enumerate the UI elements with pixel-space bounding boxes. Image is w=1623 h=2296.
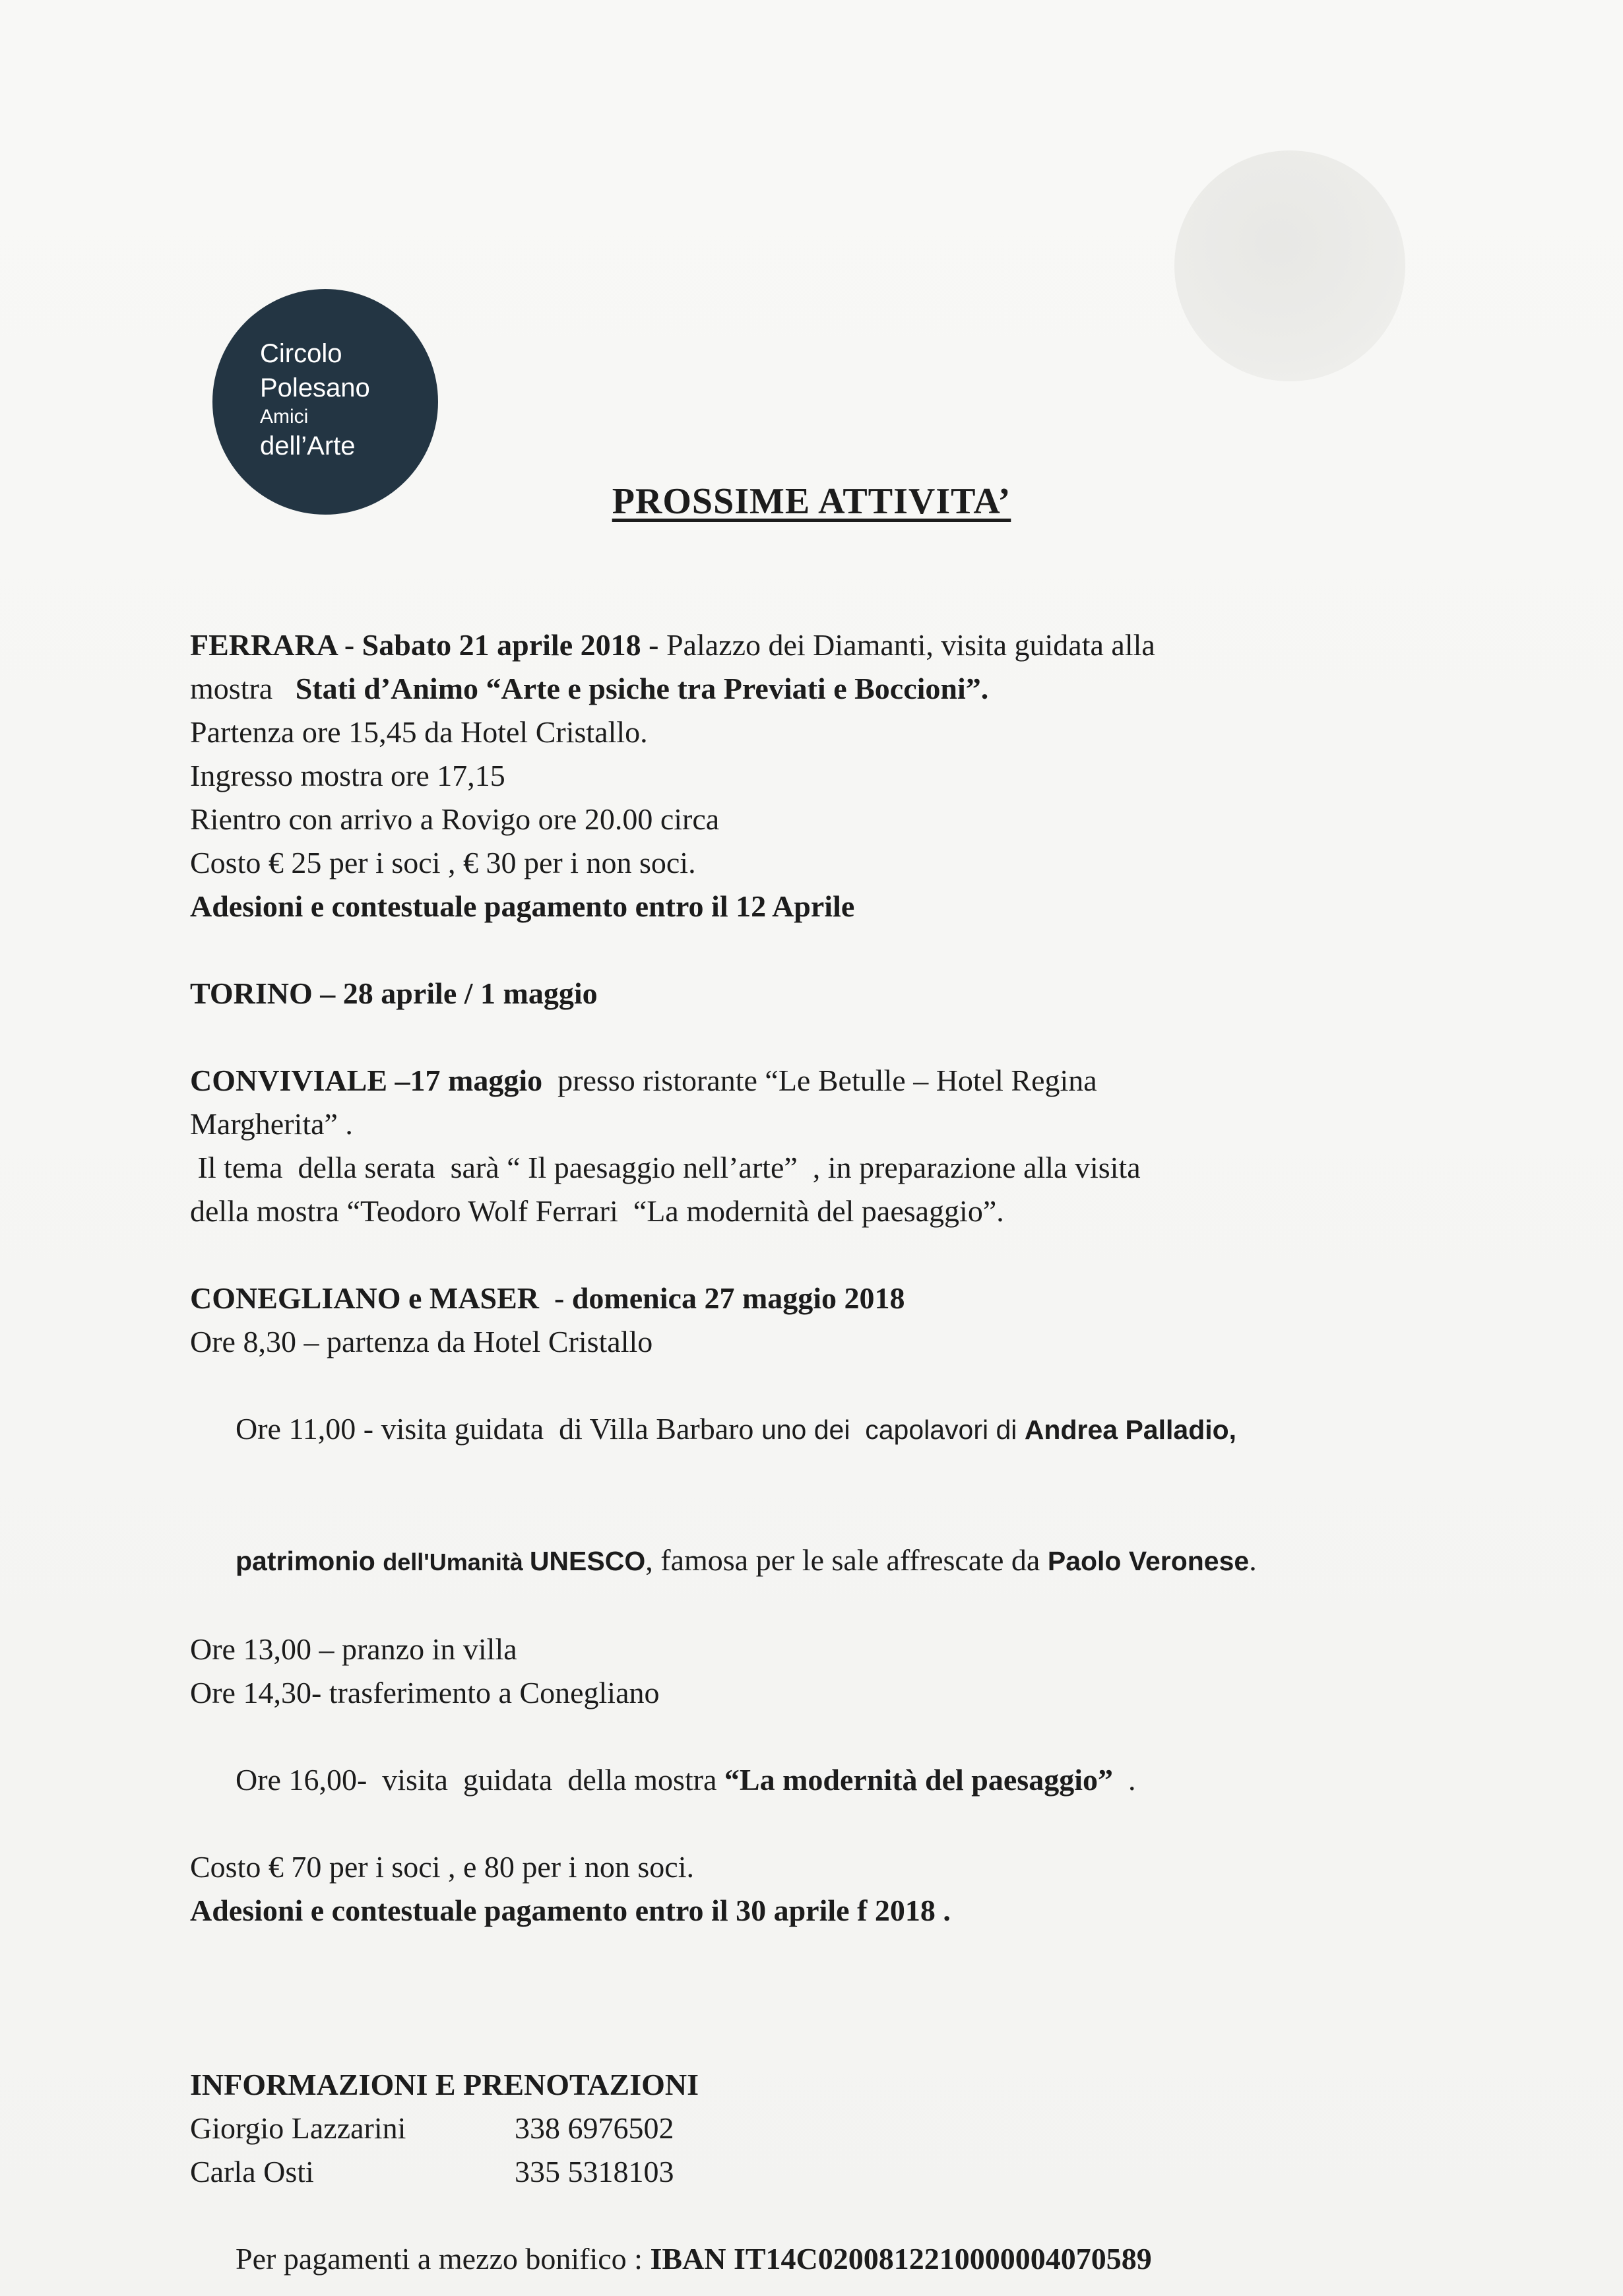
iban-line [190, 2194, 1510, 2296]
conegliano-l3-f: . [1249, 1543, 1257, 1577]
conegliano-l6-b: “La modernità del paesaggio” [724, 1763, 1113, 1797]
bleed-through-circle [1174, 150, 1405, 381]
contact-row [190, 2150, 1510, 2194]
conegliano-l3-a: patrimonio [236, 1546, 383, 1576]
conegliano-l2-a: Ore 11,00 - visita guidata di Villa Barbaro [236, 1412, 761, 1446]
info-heading: INFORMAZIONI E PRENOTAZIONI [190, 2068, 699, 2101]
conegliano-line-1: Ore 8,30 – partenza da Hotel Cristallo [190, 1325, 653, 1358]
ferrara-departure: Partenza ore 15,45 da Hotel Cristallo. [190, 715, 648, 749]
spacer [190, 1015, 1510, 1059]
conegliano-l3-e: Paolo Veronese [1047, 1546, 1250, 1576]
conegliano-line-3 [190, 1495, 1510, 1628]
conegliano-cost: Costo € 70 per i soci , e 80 per i non soci. [190, 1850, 695, 1884]
contact-name: Giorgio Lazzarini [190, 2111, 406, 2145]
conegliano-l6-a: Ore 16,00- visita guidata della mostra [236, 1763, 724, 1797]
page-title: PROSSIME ATTIVITA’ [612, 481, 1011, 522]
conegliano-line-5: Ore 14,30- trasferimento a Conegliano [190, 1676, 660, 1709]
logo-line-1: Circolo [260, 339, 342, 368]
conegliano-l6-c: . [1112, 1763, 1136, 1797]
conviviale-line-2: Margherita” . [190, 1107, 353, 1141]
conegliano-heading: CONEGLIANO e MASER - domenica 27 maggio 2018 [190, 1281, 905, 1315]
logo-line-3: Amici [260, 406, 309, 428]
conviviale-lead: CONVIVIALE –17 maggio [190, 1064, 543, 1097]
spacer [190, 1932, 1510, 2063]
ferrara-entry: Ingresso mostra ore 17,15 [190, 759, 505, 792]
ferrara-cost: Costo € 25 per i soci , € 30 per i non soci. [190, 846, 696, 879]
conegliano-l2-c: Andrea Palladio, [1024, 1415, 1237, 1445]
ferrara-lead: FERRARA - Sabato 21 aprile 2018 - [190, 628, 659, 662]
iban-value: IBAN IT14C0200812210000004070589 [650, 2242, 1152, 2276]
contact-name: Carla Osti [190, 2155, 314, 2188]
ferrara-mostra-prefix: mostra [190, 672, 296, 705]
conegliano-adhesion: Adesioni e contestuale pagamento entro il 30 aprile f 2018 . [190, 1894, 951, 1927]
contact-row [190, 2107, 1510, 2150]
torino-heading: TORINO – 28 aprile / 1 maggio [190, 976, 598, 1010]
conegliano-line-4: Ore 13,00 – pranzo in villa [190, 1632, 517, 1666]
conegliano-l2-b: uno dei capolavori di [761, 1415, 1025, 1445]
ferrara-return: Rientro con arrivo a Rovigo ore 20.00 circa [190, 802, 720, 836]
conegliano-line-6 [190, 1715, 1510, 1845]
logo-line-2: Polesano [260, 373, 370, 402]
ferrara-line-2 [190, 667, 1510, 711]
iban-label: Per pagamenti a mezzo bonifico : [236, 2242, 651, 2276]
logo-line-4: dell’Arte [260, 431, 356, 461]
ferrara-exhibit-title: Stati d’Animo “Arte e psiche tra Previati e Boccioni”. [295, 672, 989, 705]
spacer [190, 1233, 1510, 1277]
conegliano-l3-b: dell'Umanità [383, 1548, 530, 1576]
contact-phone: 335 5318103 [515, 2155, 674, 2188]
ferrara-rest: Palazzo dei Diamanti, visita guidata alla [658, 628, 1155, 662]
conviviale-line-3: Il tema della serata sarà “ Il paesaggio nell’arte” , in preparazione alla visita [190, 1151, 1141, 1184]
conegliano-l3-d: , famosa per le sale affrescate da [645, 1543, 1048, 1577]
ferrara-adhesion: Adesioni e contestuale pagamento entro il 12 Aprile [190, 889, 855, 923]
spacer [190, 928, 1510, 972]
conviviale-line-1 [190, 1059, 1510, 1102]
conviviale-line-4: della mostra “Teodoro Wolf Ferrari “La modernità del paesaggio”. [190, 1194, 1004, 1228]
conegliano-l3-c: UNESCO [529, 1546, 646, 1576]
conviviale-rest: presso ristorante “Le Betulle – Hotel Regina [542, 1064, 1097, 1097]
ferrara-line-1 [190, 623, 1510, 667]
contact-phone: 338 6976502 [515, 2111, 674, 2145]
conegliano-line-2 [190, 1364, 1510, 1495]
activities-content [190, 623, 1510, 2296]
